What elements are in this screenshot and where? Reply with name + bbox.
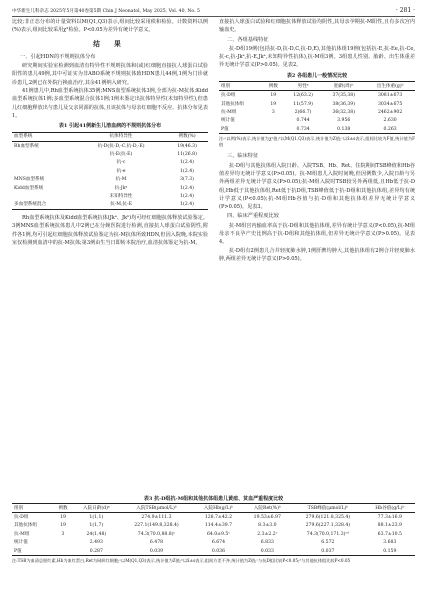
paragraph: 抗-D组与其他抗体组入院日龄、入院TSB、Hb、Ret、住院期间TSB峰值和Hb谷值差异均无统计学意义(P>0.05)。抗-M组患儿入院时间晚,但因例数少,入院日龄与另外两组差异无统计学意义(P>0.05);抗-M组入院时TSB较另外两组低,且Hb低于抗-D组,Hb低于其他抗体组,Ret低于抗D组,TSB峰值低于抗-D组和其他抗体组,差异均有统计学意义(P<0.05);抗-M组Hb谷值与抗-D组和其他抗体组差异无统计学意义(P>0.05)。见表3。 xyxy=(219,162,415,211)
table-cell xyxy=(263,125,284,134)
table-cell: 279.6(227.1,328.4) xyxy=(305,523,351,529)
subsection-heading: 二、各组基线特征 xyxy=(227,36,269,43)
table-cell xyxy=(12,192,76,200)
table-cell: 0.037 xyxy=(291,547,365,556)
right-column xyxy=(219,18,415,263)
table-cell: 128.7±42.2 xyxy=(204,515,233,521)
journal-citation: 中华新生儿科杂志 2025年5月第40卷第5期 Chin J Neonatol, May 2025, Vol. 40, No. 5 xyxy=(12,9,200,14)
table-cell: 19 xyxy=(270,93,277,99)
table-cell: 0.287 xyxy=(73,547,120,556)
table-cell: 279.6(121.8,325.4) xyxy=(305,515,351,521)
table-cell: 3 xyxy=(61,531,65,537)
table-cell: 63.7±10.5 xyxy=(377,531,402,537)
table-header: TSB峰值(μmol/L)ᵇ xyxy=(291,504,365,513)
table-header: 胎龄(周)ᵇ xyxy=(322,82,365,91)
table-cell: 6.478 xyxy=(149,540,164,546)
table-cell xyxy=(263,117,284,125)
table-cell: 6.572 xyxy=(321,540,335,546)
table-cell: 36(32,38) xyxy=(332,109,356,115)
table-cell: 1(1,1) xyxy=(89,515,104,521)
table-header: Hb谷值(g/L)ᵇ xyxy=(365,504,415,513)
table-cell: 19 xyxy=(60,523,66,529)
table-header: 入院日龄(d)ᵃ xyxy=(73,504,120,513)
results-heading: 结 果 xyxy=(93,39,127,48)
table-header: 入院Ret(%)ᵇ xyxy=(244,504,291,513)
paragraph: 比较;非正态分布的计量资料以M(Q1,Q3)表示,组间比较采用秩和检验。计数资料以例(%)表示,组间比较采用χ²检验。P<0.05为差异有统计学意义。 xyxy=(12,19,208,34)
table-cell: 0.734 xyxy=(284,125,322,134)
table-cell: 抗-M xyxy=(115,177,127,183)
table-cell: P值 xyxy=(219,125,263,134)
table-cell: 6.833 xyxy=(260,540,274,546)
table-cell: 0.036 xyxy=(193,547,243,556)
table1 xyxy=(12,132,208,210)
paragraph: 抗-D组19例(包括抗-D,抗-D,C,抗-D,E),其他抗体组19例(包括抗-E,抗-Ee,抗-Ce,抗-c,抗-Jkᵃ,抗-E,Jkᵃ,未知特异性抗体),抗-M组3例。3组患儿性别、胎龄、出生体重差异无统计学意义(P>0.05)。见表2。 xyxy=(219,45,415,69)
table-cell: 19(46.3) xyxy=(177,143,197,149)
table-row xyxy=(12,547,415,556)
table3-block xyxy=(12,493,415,564)
table-cell: 其他抗体组 xyxy=(221,101,244,107)
subsection-heading: 一、引起HDN的不规则抗体分布 xyxy=(20,53,96,60)
page-header xyxy=(12,6,415,17)
table-cell: Rh血型系统 xyxy=(14,143,39,149)
left-column xyxy=(12,18,208,247)
table-row xyxy=(12,539,415,547)
table-cell: 1(2.4) xyxy=(180,168,194,174)
table-cell: 1(1,7) xyxy=(89,523,104,529)
table-cell: 0.039 xyxy=(120,547,194,556)
table-cell: 2.493 xyxy=(89,540,103,546)
table2 xyxy=(219,81,415,134)
table-row xyxy=(12,192,208,200)
table-cell: 抗-D(抗-D,-C,抗-D,-E) xyxy=(97,143,145,149)
table-header: 入院TSB(μmol/L)ᵇ xyxy=(120,504,194,513)
table-cell xyxy=(12,150,76,158)
table-row xyxy=(12,141,208,150)
table2-note: 注:ᵃ以例(%)表示,统计值为χ²值;ᵇ以M(Q1,Q3)表示,统计值为Z值;ᶜ以x̄±s表示,组间比较为F值,统计值为F值 xyxy=(219,136,415,148)
table-cell: 74.3(70.0,171.3)ᶜᵈ xyxy=(306,531,349,537)
table-cell: MNS血型系统 xyxy=(14,177,45,183)
paragraph: 抗-D组有2例患儿合并轻度肺水肿,1例肝脾均肿大,其他抗体组有2例合并轻度肺水肿,两组差异无统计学意义(P>0.05)。 xyxy=(219,247,415,262)
table-cell: 19.53±6.97 xyxy=(253,515,281,521)
table-row xyxy=(219,125,415,134)
table-cell: 抗-M组 xyxy=(221,109,237,115)
table-cell: 114.4±39.7 xyxy=(204,523,233,529)
page-number: · 281 · xyxy=(395,7,415,14)
table-cell: 11(57.9) xyxy=(293,101,313,107)
table2-caption: 表2 各组患儿一般情况比较 xyxy=(286,72,348,79)
table-cell xyxy=(12,167,76,175)
subsection-heading: 四、临床严重程度比较 xyxy=(227,213,279,220)
table-row xyxy=(12,150,208,158)
table-row xyxy=(219,91,415,100)
table-header: 血型系统 xyxy=(12,132,76,141)
table-cell: 2.630 xyxy=(383,118,397,124)
table-cell: 19 xyxy=(270,101,277,107)
table-header: 抗体特异性 xyxy=(76,132,166,141)
table-cell xyxy=(53,539,73,547)
table-cell: 88.1±23.9 xyxy=(377,523,402,529)
paragraph: 41例患儿中,Rh血型系统抗体35例;MNS血型系统抗体3例,全部为抗-M抗体;Kidd血型系统抗体1例;多血型系统混合抗体1例;1例未鉴定出抗体特异性(未知特异性),但患儿红细胞释放出与患儿及父亲同源的抗体,且该抗体与母亲红细胞不反应。抗体分布见表1。 xyxy=(12,88,208,119)
table-cell: 8.3±3.0 xyxy=(258,523,277,529)
table-cell: 1(2.4) xyxy=(166,201,208,210)
table-cell: 3081±673 xyxy=(377,93,403,99)
table-cell: 1(2.4) xyxy=(180,193,194,199)
table-row xyxy=(12,184,208,192)
table-cell: 2.3±2.2ᶜ xyxy=(257,531,278,537)
table-row xyxy=(219,100,415,108)
table-cell: 6.674 xyxy=(211,540,226,546)
table-cell: 227.1(149.8,328.4) xyxy=(134,523,179,529)
table3 xyxy=(12,503,415,556)
table-cell: 64.0±9.5ᶜ xyxy=(206,531,230,537)
table-cell: 11(26.8) xyxy=(177,152,197,157)
table-cell: 抗-e xyxy=(116,168,126,174)
paragraph: 直接抗人球蛋白试验和红细胞抗体释放试验均阴性,其母亲孕期抗-M阳性,且有多次宫内输血史。 xyxy=(219,19,415,34)
table-cell: 3(7.3) xyxy=(180,177,194,183)
table3-note: 注:TSB为血清总胆红素,Hb为血红蛋白,Ret为网织红细胞;ᵃ以M(Q1,Q3)表示,统计值为Z值;ᵇ以x̄±s表示,组间方差不齐,统计值为Z值;ᶜ与抗D组比较P<0.05;ᵈ与其他抗体组比较P<0.05 xyxy=(12,558,351,564)
paragraph: Rh血型系统抗体及Kidd血型系统抗体(Jkᵃ、Jkᵇ)均可经红细胞抗体释放试验鉴定。3例MNS血型系统抗体患儿中2例已在分娩医院进行检测,直接抗人球蛋白试验阴性,附件各1例,均可引起红细胞抗体释放试验鉴定为抗-M抗体所致HDN,但因入院晚,本院实验室仅检测到血清中的抗-M抗体;第3例由生当日即转本院治疗,血清抗体鉴定为抗-M, xyxy=(12,214,208,246)
table-row xyxy=(219,108,415,116)
table-cell: 统计值 xyxy=(14,540,28,546)
table-cell: 抗-c xyxy=(116,160,126,166)
table-header: 男性ᵃ xyxy=(284,82,322,91)
table-header: 组别 xyxy=(12,504,53,513)
table1-caption: 表1 引起41例新生儿溶血病的不规则抗体分布 xyxy=(58,123,162,130)
table-cell: 3034±675 xyxy=(377,101,403,107)
table-cell: 多血型系统混合 xyxy=(12,201,76,210)
table-cell: 0.263 xyxy=(365,125,415,134)
table-cell: 24(1,48) xyxy=(86,531,107,537)
table-cell: 74.3(70.0,88.8)ᶜ xyxy=(137,531,176,537)
table-cell xyxy=(53,547,73,556)
table-cell: Kidd血型系统 xyxy=(14,185,44,191)
table-row xyxy=(12,159,208,167)
table-cell: 0.138 xyxy=(322,125,365,134)
table-cell: 3.683 xyxy=(383,540,397,546)
table-cell: 抗-D组 xyxy=(221,93,236,99)
table-cell: 统计值 xyxy=(221,118,235,124)
table-cell: 0.033 xyxy=(244,547,291,556)
table-cell: 77.3±16.9 xyxy=(377,515,402,521)
table-cell: 抗-D组 xyxy=(14,515,29,521)
table-cell: 2(66.7) xyxy=(294,109,312,115)
table-cell: 0.159 xyxy=(365,547,415,556)
table-cell: 2462±902 xyxy=(377,109,403,115)
table-header: 出生体重(g)ᵇ xyxy=(365,82,415,91)
table-header: 入院Hb(g/L)ᵇ xyxy=(193,504,243,513)
table-cell: 37(35,38) xyxy=(332,93,356,99)
table-row xyxy=(219,117,415,125)
table-cell: 抗-Jkᵃ xyxy=(114,185,128,191)
table-row xyxy=(12,530,415,538)
table-cell: P值 xyxy=(12,547,53,556)
table-header: 例数(%) xyxy=(166,132,208,141)
subsection-heading: 三、临床特征 xyxy=(227,153,259,160)
table-cell: 其他抗体组 xyxy=(14,523,37,529)
table-cell: 抗-M组 xyxy=(14,531,30,537)
paragraph: 抗-M组宫内输血率高于抗-D组和其他抗体组,差异有统计学意义(P<0.05),抗-M组母亲不良孕产史比例高于抗-D组和其他抗体组,但差异无统计学意义(P>0.05)。见表4。 xyxy=(219,222,415,246)
paragraph: 研究期间实验室检测到血清有特异性不规则抗体和(或)红细胞直接抗人球蛋白试验阳性的患儿49例,其中可证实为非ABO系统不规则抗体致HDN患儿44例,1例为门诊就诊患儿,2例已在外院行换血治疗,其余41例纳入研究。 xyxy=(12,63,208,86)
table-cell: 未知特异性 xyxy=(109,193,133,199)
table-cell: 抗-M,抗-E xyxy=(76,201,166,210)
table-row xyxy=(12,522,415,530)
table-cell: 12(63.2) xyxy=(293,93,313,99)
table-cell xyxy=(12,159,76,167)
table-cell: 抗-E(抗-E) xyxy=(109,152,133,157)
table-cell: 1(2.4) xyxy=(180,160,194,166)
table-cell: 19 xyxy=(60,515,66,521)
table-row xyxy=(12,513,415,522)
table-header: 例数 xyxy=(263,82,284,91)
table3-caption: 表3 抗-D组抗-M组和其他抗体组患儿黄疸、贫血严重程度比较 xyxy=(143,496,284,502)
table-cell: 38(36,39) xyxy=(332,101,356,107)
table-cell: 0.744 xyxy=(296,118,310,124)
table-row xyxy=(12,175,208,183)
table-cell: 3 xyxy=(271,109,275,115)
table-cell: 1(2.4) xyxy=(180,185,194,191)
table-row xyxy=(12,201,208,210)
table-row xyxy=(12,167,208,175)
table-header: 例数 xyxy=(53,504,73,513)
table-cell: 3.956 xyxy=(337,118,351,124)
table-cell: 274.9±111.3 xyxy=(141,515,172,521)
table-header: 组别 xyxy=(219,82,263,91)
